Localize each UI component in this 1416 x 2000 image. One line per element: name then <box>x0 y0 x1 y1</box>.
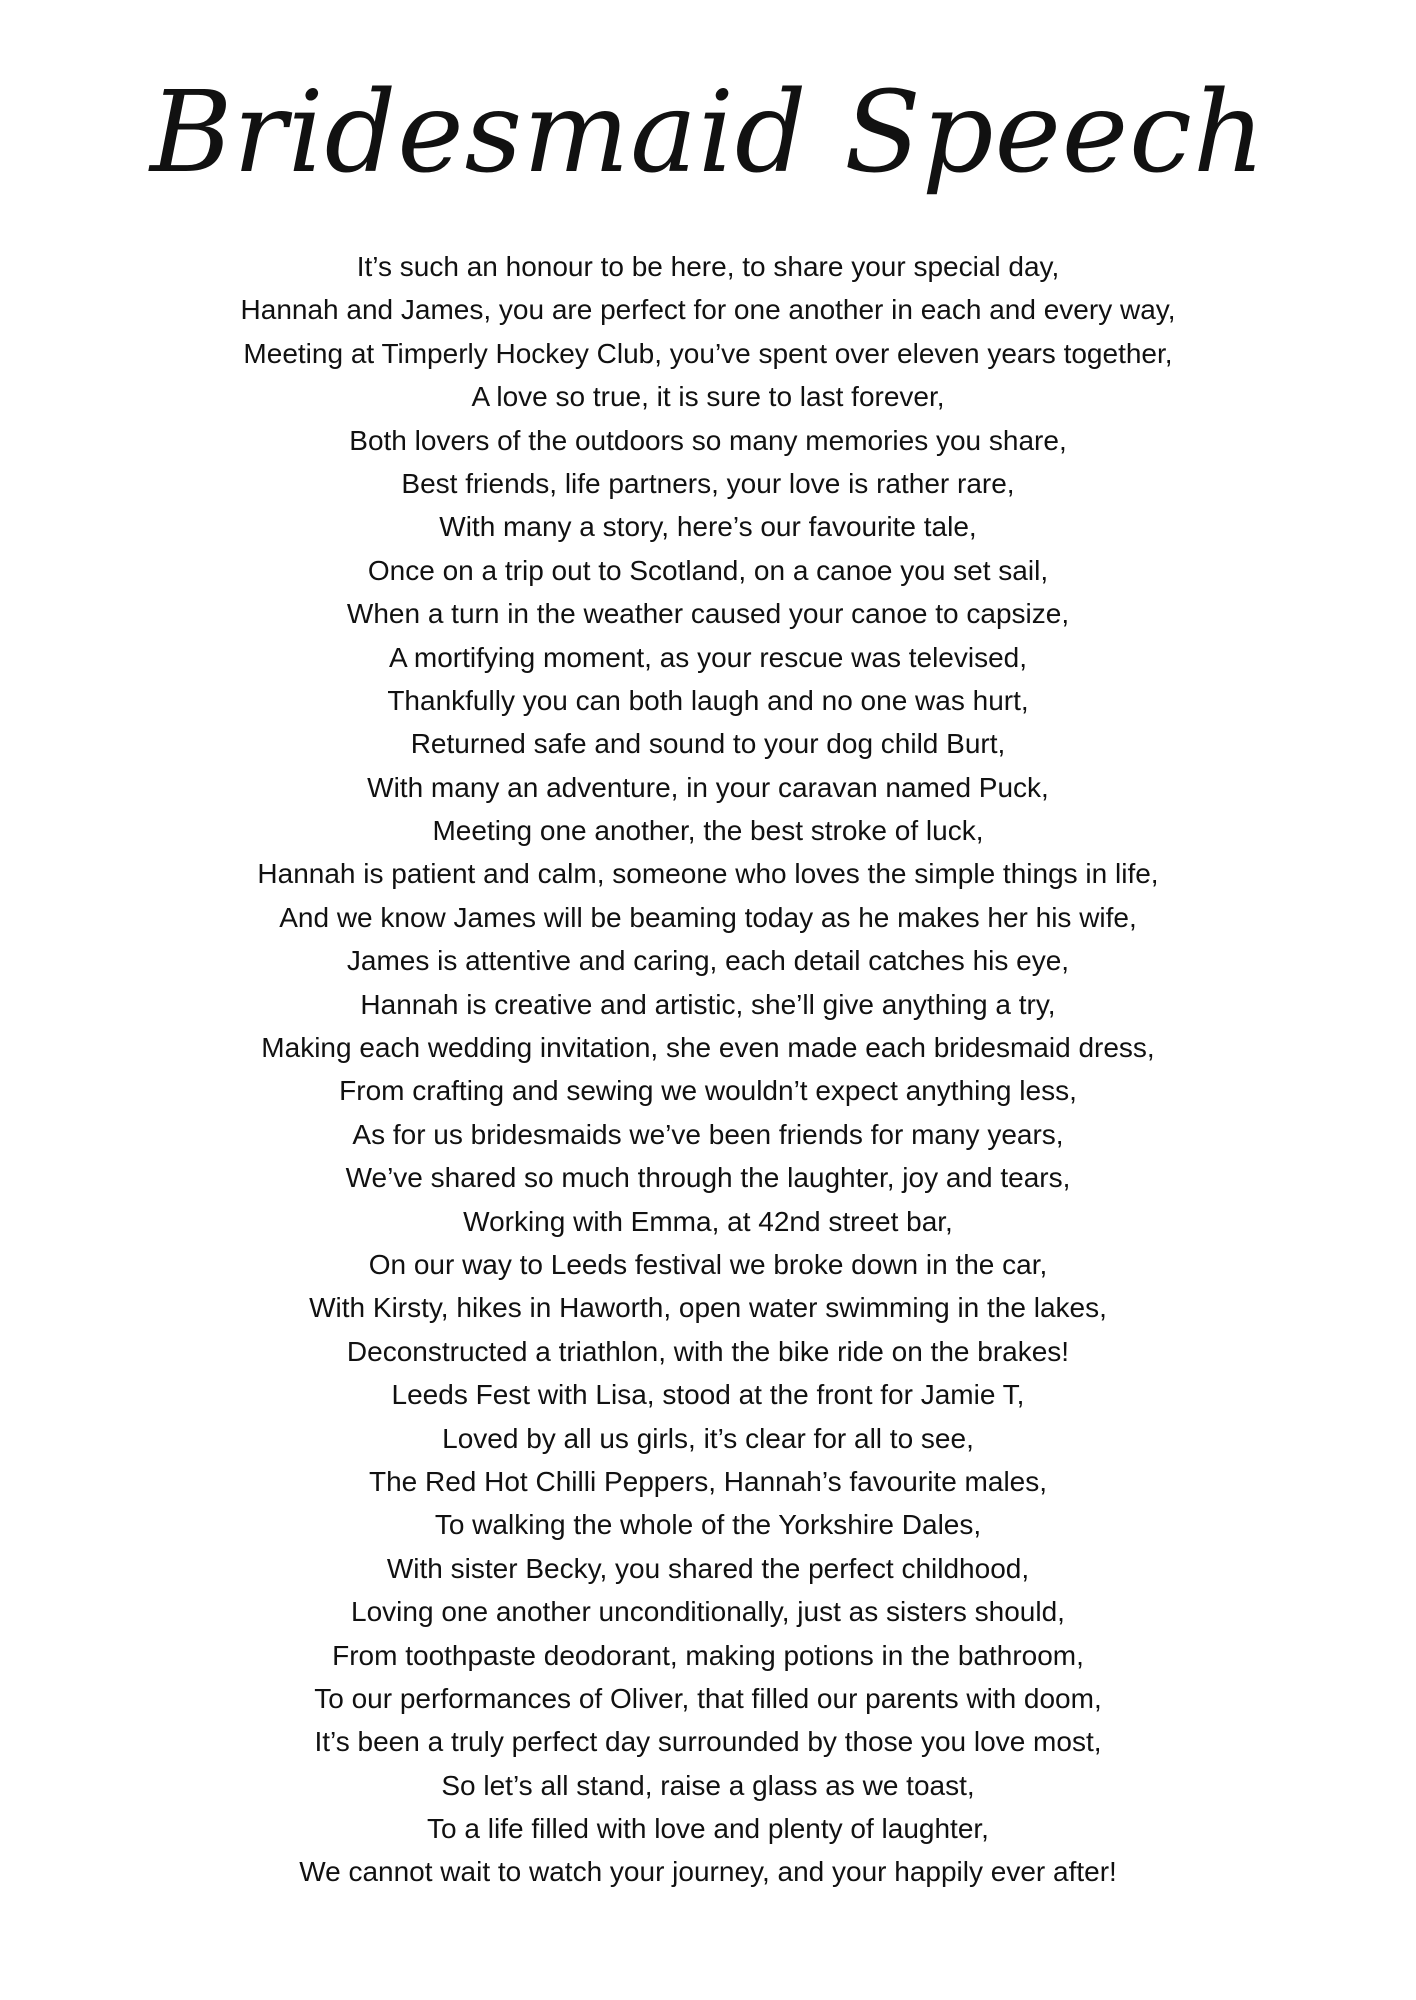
speech-line: With many an adventure, in your caravan named Puck, <box>367 771 1049 803</box>
speech-line: James is attentive and caring, each detail catches his eye, <box>346 945 1070 977</box>
speech-line: Returned safe and sound to your dog child Burt, <box>410 728 1006 760</box>
speech-line: With sister Becky, you shared the perfect childhood, <box>386 1552 1030 1584</box>
speech-line: From crafting and sewing we wouldn’t expect anything less, <box>339 1075 1077 1107</box>
speech-line: It’s such an honour to be here, to share your special day, <box>356 251 1060 282</box>
speech-line: Leeds Fest with Lisa, stood at the front for Jamie T, <box>391 1379 1025 1411</box>
speech-line: Deconstructed a triathlon, with the bike ride on the brakes! <box>346 1335 1070 1367</box>
speech-line: So let’s all stand, raise a glass as we toast, <box>441 1769 975 1801</box>
speech-line: On our way to Leeds festival we broke down in the car, <box>368 1248 1048 1280</box>
speech-line: With Kirsty, hikes in Haworth, open water swimming in the lakes, <box>309 1292 1107 1324</box>
speech-line: Both lovers of the outdoors so many memories you share, <box>349 424 1067 456</box>
speech-line: We cannot wait to watch your journey, and your happily ever after! <box>299 1856 1117 1888</box>
speech-line: To walking the whole of the Yorkshire Dales, <box>434 1509 982 1541</box>
speech-text <box>0 245 1416 1894</box>
speech-line: Once on a trip out to Scotland, on a canoe you set sail, <box>367 554 1049 586</box>
speech-line: And we know James will be beaming today as he makes her his wife, <box>279 901 1137 933</box>
speech-line: Hannah is creative and artistic, she’ll give anything a try, <box>360 988 1056 1020</box>
speech-line: As for us bridesmaids we’ve been friends for many years, <box>352 1118 1064 1150</box>
speech-line: To a life filled with love and plenty of laughter, <box>427 1813 989 1845</box>
speech-line: The Red Hot Chilli Peppers, Hannah’s favourite males, <box>368 1465 1048 1497</box>
speech-line: From toothpaste deodorant, making potions in the bathroom, <box>332 1639 1084 1671</box>
speech-line: Thankfully you can both laugh and no one was hurt, <box>387 684 1029 716</box>
speech-line: It’s been a truly perfect day surrounded by those you love most, <box>314 1726 1102 1758</box>
speech-line: Making each wedding invitation, she even made each bridesmaid dress, <box>261 1032 1155 1064</box>
speech-line: To our performances of Oliver, that filled our parents with doom, <box>314 1682 1102 1714</box>
speech-line: Hannah is patient and calm, someone who loves the simple things in life, <box>257 858 1159 890</box>
speech-line: Working with Emma, at 42nd street bar, <box>463 1205 953 1237</box>
speech-line: Best friends, life partners, your love is rather rare, <box>401 467 1015 499</box>
page-title: Bridesmaid Speech <box>149 68 1267 198</box>
speech-line: A mortifying moment, as your rescue was televised, <box>388 641 1028 673</box>
speech-line: A love so true, it is sure to last forever, <box>471 381 945 413</box>
speech-line: Hannah and James, you are perfect for one another in each and every way, <box>240 294 1176 326</box>
speech-line: Meeting at Timperly Hockey Club, you’ve spent over eleven years together, <box>243 337 1173 369</box>
speech-line: When a turn in the weather caused your canoe to capsize, <box>346 598 1070 630</box>
speech-line: We’ve shared so much through the laughter, joy and tears, <box>345 1162 1071 1194</box>
speech-line: Loving one another unconditionally, just as sisters should, <box>351 1596 1065 1628</box>
speech-line: Loved by all us girls, it’s clear for all to see, <box>442 1422 974 1454</box>
speech-line: Meeting one another, the best stroke of luck, <box>432 815 984 847</box>
speech-line: With many a story, here’s our favourite tale, <box>439 511 977 543</box>
